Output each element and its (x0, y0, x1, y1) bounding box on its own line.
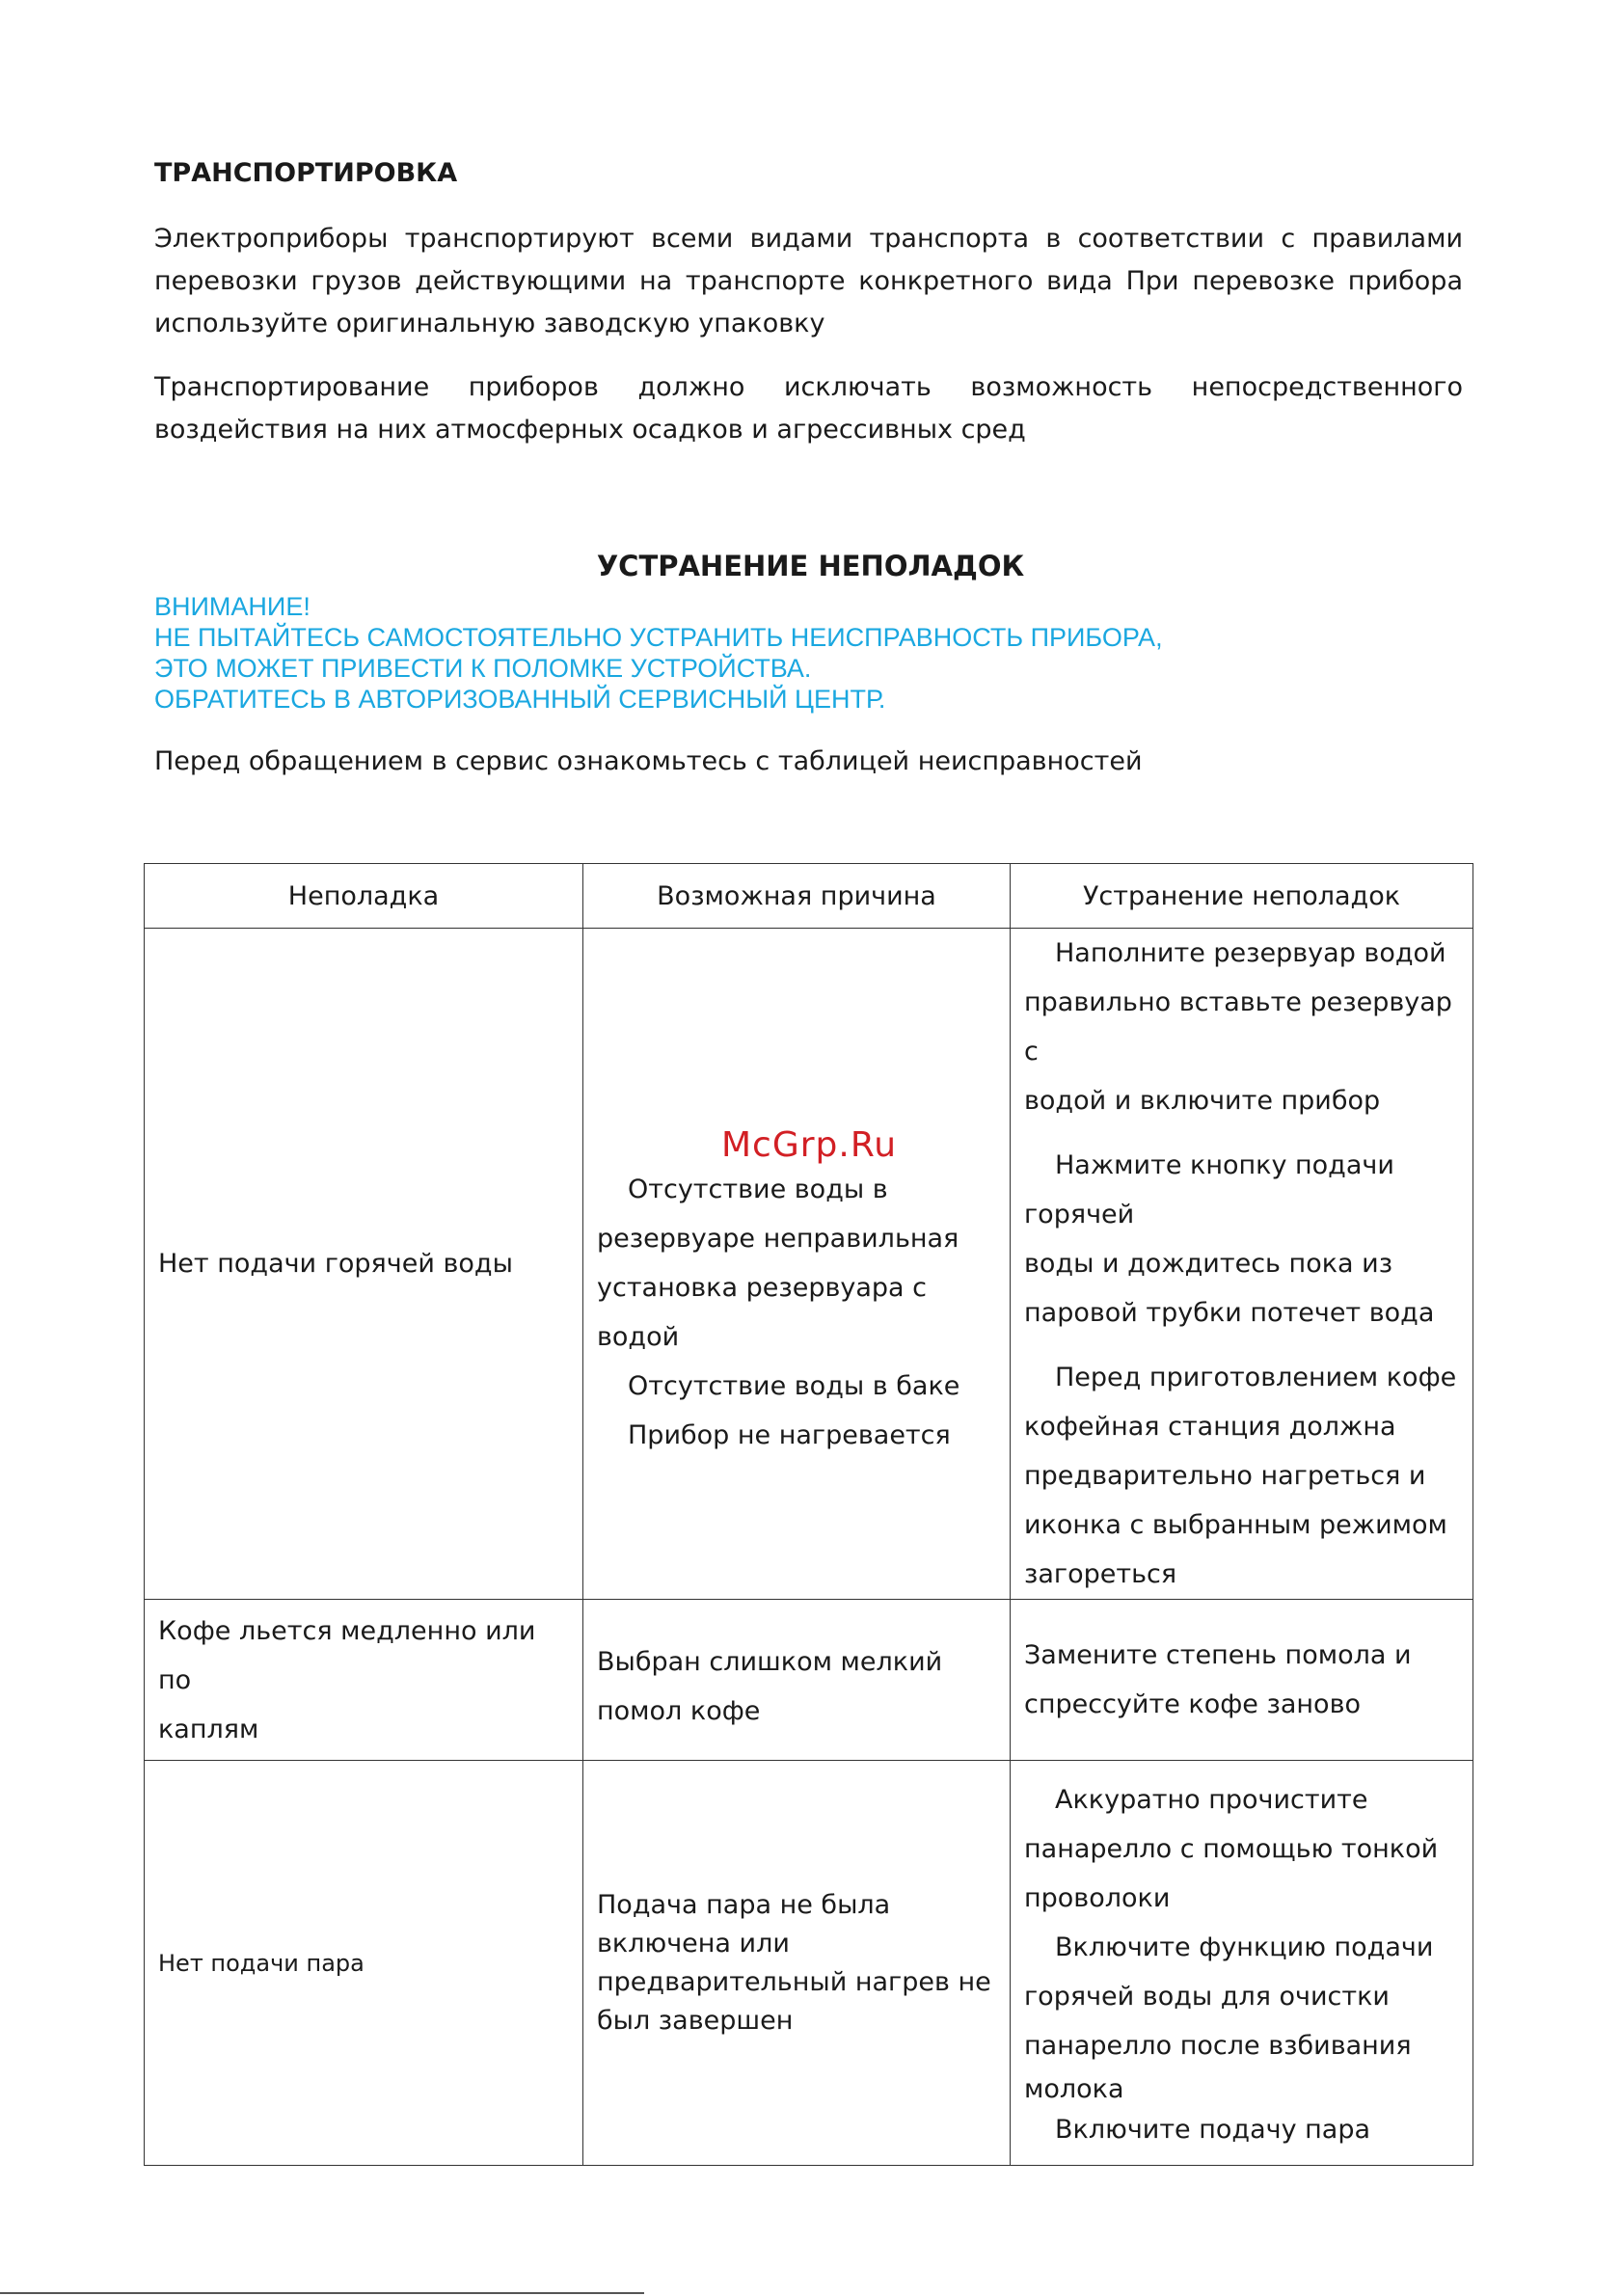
fix-line: Включите функцию подачи (1055, 1931, 1434, 1962)
transport-title: ТРАНСПОРТИРОВКА (154, 158, 458, 188)
table-row (145, 929, 1473, 1600)
fix-cell (1011, 1600, 1473, 1761)
cause-line: помол кофе (597, 1696, 761, 1726)
fix-line: загореться (1024, 1559, 1177, 1589)
troubleshooting-table (144, 863, 1473, 2166)
cause-line: Отсутствие воды в баке (628, 1370, 960, 1401)
cause-line: был завершен (597, 2005, 794, 2036)
troubleshooting-intro: Перед обращением в сервис ознакомьтесь с таблицей неисправностей (154, 746, 1143, 776)
cause-line: предварительный нагрев не (597, 1966, 991, 1997)
fault-cell (145, 929, 583, 1600)
cause-cell (583, 1761, 1011, 2166)
troubleshooting-title: УСТРАНЕНИЕ НЕПОЛАДОК (596, 550, 1025, 582)
warning-block (154, 591, 1163, 715)
cause-line: Прибор не нагревается (628, 1419, 951, 1450)
cause-line: резервуаре неправильная (597, 1223, 959, 1254)
cause-line: установка резервуара с водой (597, 1272, 928, 1352)
header-cause: Возможная причина (583, 864, 1011, 929)
header-fix: Устранение неполадок (1011, 864, 1473, 929)
fix-line: кофейная станция должна (1024, 1412, 1396, 1442)
fix-line: проволоки (1024, 1882, 1171, 1913)
fix-line: панарелло с помощью тонкой (1024, 1833, 1439, 1864)
cause-line: Отсутствие воды в (628, 1174, 888, 1204)
header-fault: Неполадка (145, 864, 583, 929)
fix-line: Нажмите кнопку подачи горячей (1024, 1150, 1394, 1229)
warning-line: ОБРАТИТЕСЬ В АВТОРИЗОВАННЫЙ СЕРВИСНЫЙ ЦЕНТР. (154, 685, 886, 714)
fix-line: Замените степень помола и (1024, 1640, 1412, 1670)
fix-line: правильно вставьте резервуар с (1024, 987, 1452, 1067)
fix-line: Включите подачу пара (1055, 2114, 1371, 2145)
fault-text: Нет подачи горячей воды (158, 1249, 513, 1279)
watermark: McGrp.Ru (721, 1125, 898, 1165)
fix-cell (1011, 929, 1473, 1600)
transport-paragraph-2: Транспортирование приборов должно исключать возможность непосредственного воздействия на них атмосферных осадков и агрессивных сред (154, 372, 1463, 445)
fix-line: Перед приготовлением кофе (1055, 1363, 1457, 1392)
fix-line: иконка с выбранным режимом (1024, 1510, 1447, 1540)
fix-line: Наполните резервуар водой (1055, 938, 1446, 968)
cause-line: Подача пара не была (597, 1889, 891, 1920)
cause-line: Выбран слишком мелкий (597, 1647, 943, 1677)
table-row (145, 1761, 1473, 2166)
warning-line: ЭТО МОЖЕТ ПРИВЕСТИ К ПОЛОМКЕ УСТРОЙСТВА. (154, 654, 812, 683)
fix-line: паровой трубки потечет вода (1024, 1298, 1435, 1328)
warning-line: НЕ ПЫТАЙТЕСЬ САМОСТОЯТЕЛЬНО УСТРАНИТЬ НЕИСПРАВНОСТЬ ПРИБОРА, (154, 623, 1163, 652)
fix-line: Аккуратно прочистите (1055, 1784, 1368, 1815)
fault-cell (145, 1761, 583, 2166)
fix-line: молока (1024, 2073, 1124, 2104)
fix-line: воды и дождитесь пока из (1024, 1249, 1393, 1279)
fault-line: Кофе льется медленно или по (158, 1615, 536, 1695)
fix-line: предварительно нагреться и (1024, 1461, 1426, 1491)
transport-paragraph-1: Электроприборы транспортируют всеми видами транспорта в соответствии с правилами перевозки грузов действующими на транспорте конкретного вида При перевозке прибора используйте оригинальную заводскую упаковку (154, 224, 1463, 338)
fix-cell (1011, 1761, 1473, 2166)
footer-rule (0, 2292, 644, 2294)
fix-line: горячей воды для очистки (1024, 1981, 1390, 2012)
cause-line: включена или (597, 1928, 790, 1958)
table-row (145, 1600, 1473, 1761)
cause-cell (583, 929, 1011, 1600)
fault-text: Нет подачи пара (158, 1950, 365, 1977)
cause-cell (583, 1600, 1011, 1761)
fix-line: панарелло после взбивания (1024, 2030, 1412, 2061)
fault-cell (145, 1600, 583, 1761)
fix-line: спрессуйте кофе заново (1024, 1689, 1361, 1719)
fault-line: каплям (158, 1714, 259, 1744)
warning-line: ВНИМАНИЕ! (154, 592, 311, 621)
fix-line: водой и включите прибор (1024, 1086, 1381, 1116)
table-header-row (145, 864, 1473, 929)
